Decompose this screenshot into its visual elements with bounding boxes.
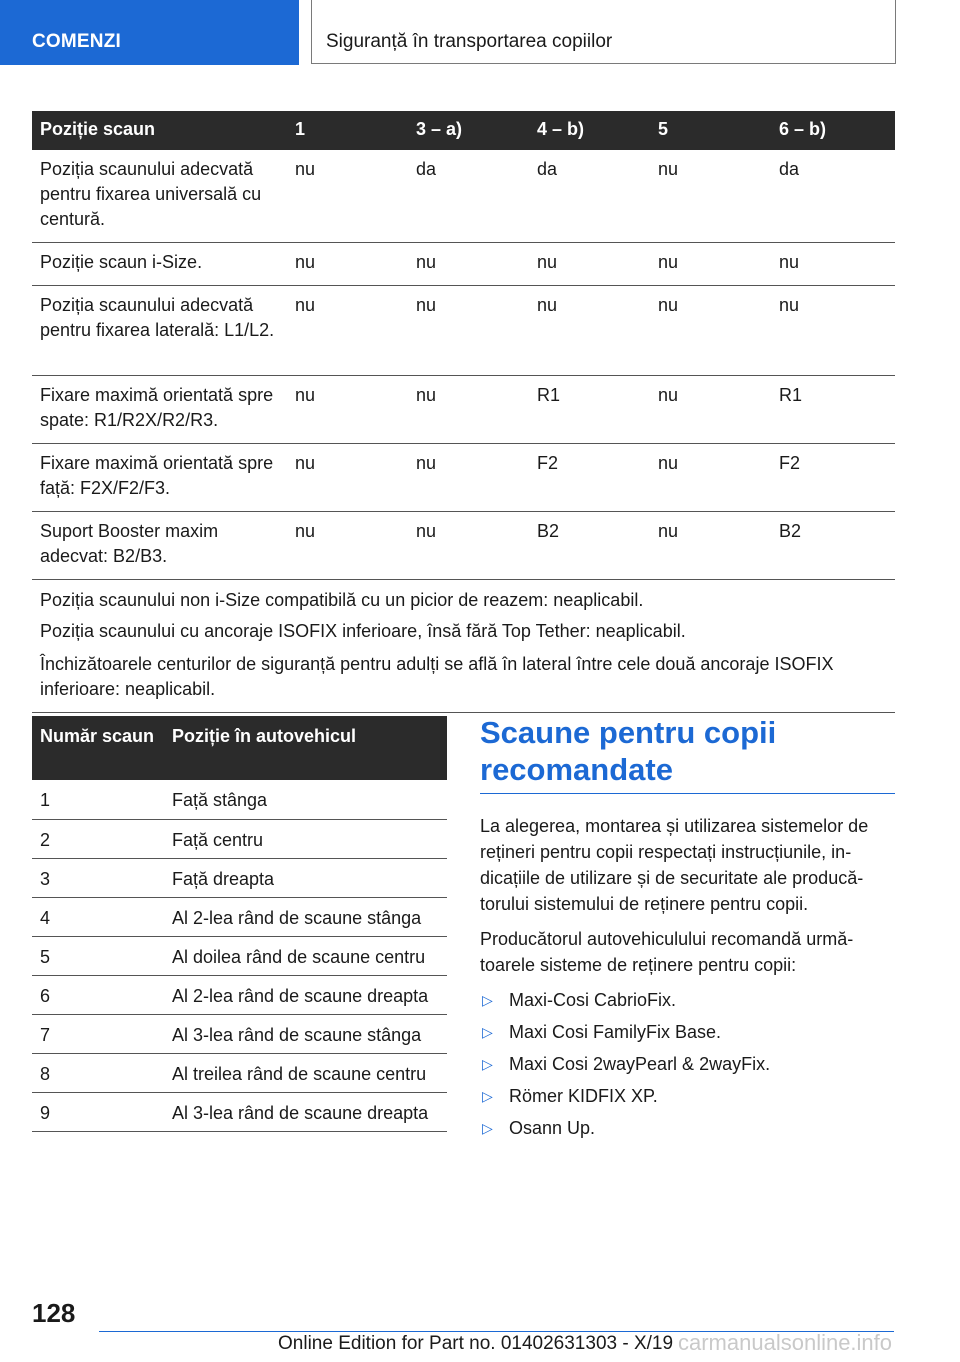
table-cell: nu <box>287 286 408 376</box>
list-item <box>480 1051 895 1077</box>
table-note: Poziția scaunului cu ancoraje ISOFIX inferioare, însă fără Top Tether: neaplicabil. <box>40 621 686 641</box>
table-cell: Poziția scaunului adecvată pentru fixarea laterală: L1/L2. <box>32 286 287 376</box>
list-item <box>480 1019 895 1045</box>
seat-number: 2 <box>32 819 164 858</box>
table-cell: nu <box>650 376 771 444</box>
table-cell: da <box>408 150 529 243</box>
table-cell: F2 <box>529 444 650 512</box>
table-note-row <box>32 646 895 713</box>
table-note-row <box>32 613 895 646</box>
table-cell: nu <box>287 243 408 286</box>
section-body <box>480 813 895 1147</box>
seat-position: Față dreapta <box>164 858 447 897</box>
table-note: Poziția scaunului non i-Size compatibilă cu un picior de reazem: neaplicabil. <box>40 590 644 610</box>
list-item-text: Osann Up. <box>509 1118 596 1138</box>
table-cell: B2 <box>529 512 650 580</box>
seat-position: Al doilea rând de scaune centru <box>164 936 447 975</box>
table-cell: nu <box>650 512 771 580</box>
table-cell: nu <box>650 243 771 286</box>
seat-position: Al 2-lea rând de scaune stânga <box>164 897 447 936</box>
triangle-bullet-icon: ▷ <box>482 1088 493 1104</box>
table-cell: nu <box>408 376 529 444</box>
table-cell: B2 <box>771 512 895 580</box>
section-divider <box>480 793 895 794</box>
table-cell: R1 <box>529 376 650 444</box>
table-row <box>32 1014 447 1053</box>
section-paragraph: La alegerea, montarea și utilizarea sistemelor de rețineri pentru copii respectați instrucțiunile, indicațiile de utilizare și de securitate ale producătorului sistemului de reținere pentru copii. <box>480 816 869 914</box>
table-cell: Suport Booster maxim adecvat: B2/B3. <box>32 512 287 580</box>
table-row <box>32 858 447 897</box>
table-cell: nu <box>771 243 895 286</box>
table-cell: nu <box>287 150 408 243</box>
table-cell: nu <box>529 243 650 286</box>
seat-position: Față stânga <box>164 780 447 819</box>
table-cell: nu <box>529 286 650 376</box>
section-heading: Scaune pentru copii recomandate <box>480 715 777 787</box>
table-row <box>32 444 895 512</box>
table-row <box>32 1053 447 1092</box>
list-item-text: Maxi Cosi FamilyFix Base. <box>509 1022 722 1042</box>
page-number: 128 <box>32 1298 76 1328</box>
table-cell: da <box>529 150 650 243</box>
table-row <box>32 512 895 580</box>
table-cell: nu <box>287 376 408 444</box>
table-row <box>32 936 447 975</box>
seat-position: Al 2-lea rând de scaune dreapta <box>164 975 447 1014</box>
table-cell: Fixare maximă orientată spre spate: R1/R2X/R2/R3. <box>32 376 287 444</box>
seat-number: 9 <box>32 1092 164 1131</box>
seat-position: Față centru <box>164 819 447 858</box>
chapter-header <box>311 0 896 64</box>
section-paragraph: Producătorul autovehiculului recomandă următoarele sisteme de reținere pentru copii: <box>480 929 854 975</box>
table-cell: Poziție scaun i-Size. <box>32 243 287 286</box>
column-header: Număr scaun <box>32 716 164 780</box>
triangle-bullet-icon: ▷ <box>482 1024 493 1040</box>
table-cell: F2 <box>771 444 895 512</box>
column-header: 5 <box>650 111 771 150</box>
column-header: 6 – b) <box>771 111 895 150</box>
table-row <box>32 286 895 376</box>
list-item-text: Maxi-Cosi CabrioFix. <box>509 990 677 1010</box>
table-cell: nu <box>408 512 529 580</box>
column-header: Poziție în autovehicul <box>164 716 447 780</box>
table-cell: nu <box>650 444 771 512</box>
table-row <box>32 975 447 1014</box>
triangle-bullet-icon: ▷ <box>482 1120 493 1136</box>
seat-position: Al treilea rând de scaune centru <box>164 1053 447 1092</box>
chapter-title: Siguranță în transportarea copiilor <box>326 31 613 52</box>
table-cell: nu <box>287 512 408 580</box>
seat-number: 5 <box>32 936 164 975</box>
section-tab <box>0 0 299 65</box>
table-row <box>32 897 447 936</box>
table-cell: nu <box>650 286 771 376</box>
table-cell: nu <box>287 444 408 512</box>
seat-number: 7 <box>32 1014 164 1053</box>
triangle-bullet-icon: ▷ <box>482 992 493 1008</box>
list-item-text: Maxi Cosi 2wayPearl & 2wayFix. <box>509 1054 771 1074</box>
table-cell: nu <box>408 243 529 286</box>
seat-position: Al 3-lea rând de scaune stânga <box>164 1014 447 1053</box>
list-item <box>480 1115 895 1141</box>
recommended-seat-list <box>480 987 895 1141</box>
table-row <box>32 243 895 286</box>
seat-number: 8 <box>32 1053 164 1092</box>
list-item <box>480 987 895 1013</box>
table-header-row <box>32 111 895 150</box>
table-cell: nu <box>771 286 895 376</box>
triangle-bullet-icon: ▷ <box>482 1056 493 1072</box>
seat-number: 4 <box>32 897 164 936</box>
column-header: 3 – a) <box>408 111 529 150</box>
edition-note: Online Edition for Part no. 01402631303 - X/19 <box>278 1333 674 1354</box>
list-item <box>480 1083 895 1109</box>
table-row <box>32 819 447 858</box>
seat-number: 3 <box>32 858 164 897</box>
table-note-row <box>32 580 895 614</box>
table-row <box>32 150 895 243</box>
table-cell: R1 <box>771 376 895 444</box>
seat-number: 6 <box>32 975 164 1014</box>
list-item-text: Römer KIDFIX XP. <box>509 1086 658 1106</box>
table-cell: da <box>771 150 895 243</box>
table-row <box>32 780 447 819</box>
table-cell: nu <box>650 150 771 243</box>
column-header: 4 – b) <box>529 111 650 150</box>
table-note: Închizătoarele centurilor de siguranță pentru adulți se află în lateral între cele două ancoraje ISOFIX inferioare: neaplicabil. <box>32 646 895 713</box>
table-cell: Fixare maximă orientată spre față: F2X/F2/F3. <box>32 444 287 512</box>
seat-position: Al 3-lea rând de scaune dreapta <box>164 1092 447 1131</box>
table-row <box>32 376 895 444</box>
column-header: 1 <box>287 111 408 150</box>
table-cell: nu <box>408 286 529 376</box>
seat-number: 1 <box>32 780 164 819</box>
section-label: COMENZI <box>32 31 122 52</box>
seat-position-table <box>32 111 895 713</box>
column-header: Poziție scaun <box>32 111 287 150</box>
table-header-row <box>32 716 447 780</box>
watermark: carmanualsonline.info <box>678 1330 893 1355</box>
table-row <box>32 1092 447 1131</box>
table-cell: nu <box>408 444 529 512</box>
table-cell: Poziția scaunului adecvată pentru fixarea universală cu centură. <box>32 150 287 243</box>
seat-number-table <box>32 716 447 1132</box>
